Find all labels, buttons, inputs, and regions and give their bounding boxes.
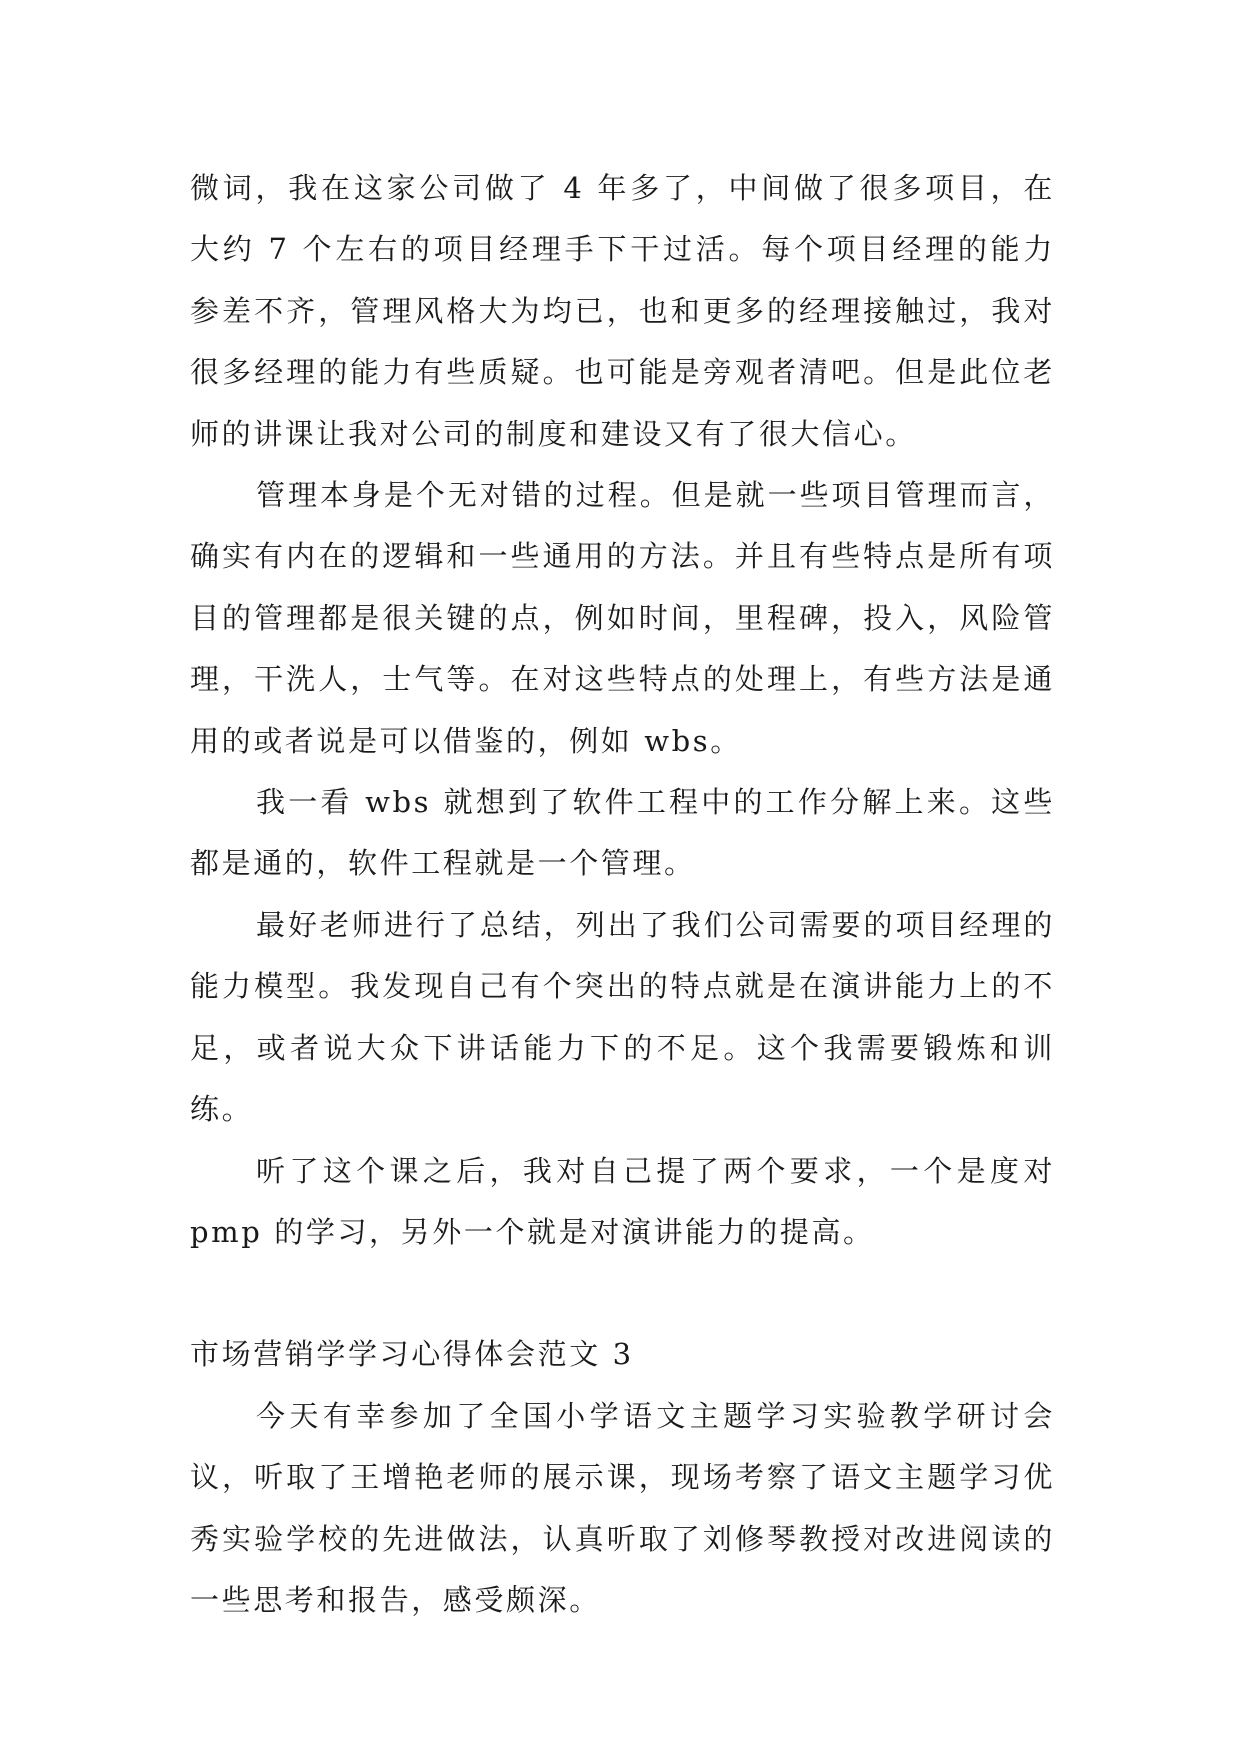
paragraph-6: 今天有幸参加了全国小学语文主题学习实验教学研讨会议，听取了王增艳老师的展示课，现场考察了语文主题学习优秀实验学校的先进做法，认真听取了刘修琴教授对改进阅读的一些思考和报告，感受颇深。 xyxy=(190,1398,1055,1617)
paragraph-5: 听了这个课之后，我对自己提了两个要求，一个是度对 pmp 的学习，另外一个就是对演讲能力的提高。 xyxy=(190,1153,1055,1249)
document-page xyxy=(190,158,1055,1631)
section-heading: 市场营销学学习心得体会范文 3 xyxy=(190,1337,634,1372)
paragraph-3: 我一看 wbs 就想到了软件工程中的工作分解上来。这些都是通的，软件工程就是一个管理。 xyxy=(190,785,1055,881)
section-spacer xyxy=(190,1263,1055,1324)
paragraph-1: 微词，我在这家公司做了 4 年多了，中间做了很多项目，在大约 7 个左右的项目经理手下干过活。每个项目经理的能力参差不齐，管理风格大为均已，也和更多的经理接触过，我对很多经理的能力有些质疑。也可能是旁观者清吧。但是此位老师的讲课让我对公司的制度和建设又有了很大信心。 xyxy=(190,171,1055,451)
paragraph-4: 最好老师进行了总结，列出了我们公司需要的项目经理的能力模型。我发现自己有个突出的特点就是在演讲能力上的不足，或者说大众下讲话能力下的不足。这个我需要锻炼和训练。 xyxy=(190,907,1055,1127)
paragraph-2: 管理本身是个无对错的过程。但是就一些项目管理而言，确实有内在的逻辑和一些通用的方法。并且有些特点是所有项目的管理都是很关键的点，例如时间，里程碑，投入，风险管理，干洗人，士气等。在对这些特点的处理上，有些方法是通用的或者说是可以借鉴的，例如 wbs。 xyxy=(190,478,1055,758)
